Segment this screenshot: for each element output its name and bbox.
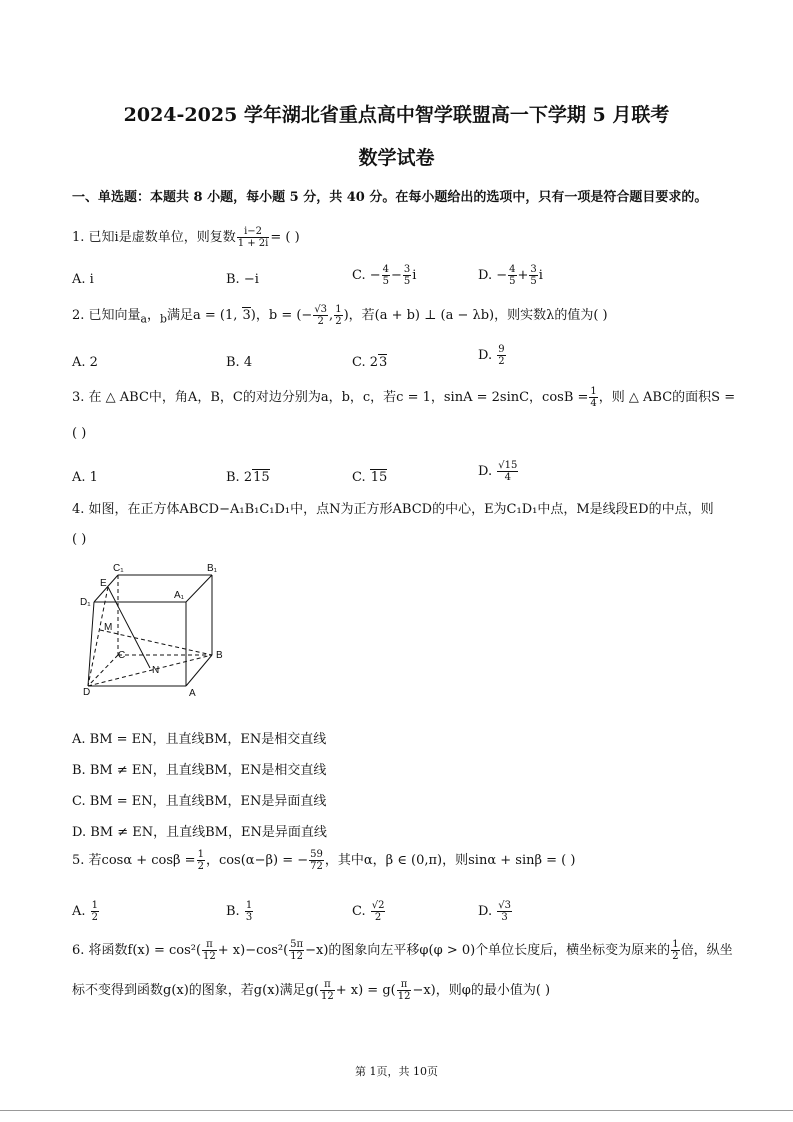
question-1-stem: 1. 已知i是虚数单位，则复数 $\frac{i-2}{1 + 2i}$ = ( ) [72,226,300,249]
question-2-option-c: C. 23 [352,355,388,370]
label-c: C [118,650,126,661]
question-5-stem: 5. 若cosα + cosβ = $\frac{1}{2}$ ，cos(α−β) = − $\frac{59}{72}$ ，其中α，β ∈ (0,π)，则sinα + sinβ = ( ) [72,849,576,872]
question-1-option-b: B. −i [226,272,259,287]
question-5-option-d: D. $\frac{√3}{3}$ [478,900,511,923]
question-5-option-c: C. $\frac{√2}{2}$ [352,900,385,923]
question-1-option-c: C. − $\frac{4}{5}$ − $\frac{3}{5}$ i [352,264,417,287]
question-2-option-d: D. $\frac{9}{2}$ [478,344,505,367]
segment-m-b-hidden [100,630,212,655]
diagonal-d-b-hidden [88,655,212,686]
question-4-option-b: B. BM ≠ EN，且直线BM，EN是相交直线 [72,763,327,778]
question-4-option-d: D. BM ≠ EN，且直线BM，EN是异面直线 [72,825,327,840]
question-4-option-c: C. BM = EN，且直线BM，EN是异面直线 [72,794,327,809]
question-3-stem: 3. 在 △ ABC中，角A，B，C的对边分别为a，b，c，若c = 1，sinA = 2sinC，cosB = $\frac{1}{4}$ ，则 △ ABC的面积S = [72,386,736,409]
question-3-blank: ( ) [72,426,87,441]
question-1-option-d: D. − $\frac{4}{5}$ + $\frac{3}{5}$ i [478,264,543,287]
exam-subtitle: 数学试卷 [358,147,435,169]
label-b1: B₁ [207,563,218,574]
label-n: N [152,665,160,676]
question-6-line-2: 标不变得到函数g(x)的图象，若g(x)满足g( $\frac{\pi}{12}$ + x) = g( $\frac{\pi}{12}$ −x)，则φ的最小值为( ) [72,979,551,1002]
edge-a1-b1 [186,575,212,602]
label-c1: C₁ [113,563,124,574]
label-a: A [189,688,196,699]
question-3-option-a: A. 1 [72,470,98,485]
label-d1: D₁ [80,597,91,608]
question-3-option-d: D. $\frac{√15}{4}$ [478,460,518,483]
exam-title: 2024-2025 学年湖北省重点高中智学联盟高一下学期 5 月联考 [123,104,670,126]
segment-e-n [108,587,150,668]
page-bottom-rule [0,1110,793,1111]
cube-figure [78,560,228,700]
question-4-blank: ( ) [72,532,87,547]
label-d: D [83,687,91,698]
question-4-option-a: A. BM = EN，且直线BM，EN是相交直线 [72,732,327,747]
question-3-option-c: C. 15 [352,470,388,485]
question-6-line-1: 6. 将函数f(x) = cos²( $\frac{\pi}{12}$ + x)−cos²( $\frac{5\pi}{12}$ −x)的图象向左平移φ(φ > 0)个单位长度后，横坐标变为原来的 $\frac{1}{2}$ 倍，纵坐 [72,939,733,962]
question-2-option-a: A. 2 [72,355,98,370]
edge-b-a [186,655,212,686]
question-4-stem: 4. 如图，在正方体ABCD−A₁B₁C₁D₁中，点N为正方形ABCD的中心，E为C₁D₁中点，M是线段ED的中点，则 [72,502,714,517]
edge-c-d-hidden [88,655,118,686]
label-a1: A₁ [174,590,185,601]
question-3-option-b: B. 215 [226,470,270,485]
label-e: E [100,578,107,589]
question-5-option-b: B. $\frac{1}{3}$ [226,900,253,923]
question-2-stem: 2. 已知向量$_a$，$_b$满足a = (1, 3)，b = (− $\frac{√3}{2}$ , $\frac{1}{2}$ )，若(a + b) ⊥ (a − λb)，则实数λ的值为( ) [72,304,608,327]
question-1-option-a: A. i [72,272,94,287]
question-1-fraction: $\frac{i-2}{1 + 2i}$ [237,226,269,249]
question-5-option-a: A. $\frac{1}{2}$ [72,900,99,923]
edge-d1-d [88,602,94,686]
page-number: 第 1页，共 10页 [355,1065,438,1078]
label-b: B [216,650,223,661]
question-2-option-b: B. 4 [226,355,253,370]
section-heading: 一、单选题：本题共 8 小题，每小题 5 分，共 40 分。在每小题给出的选项中，只有一项是符合题目要求的。 [72,190,708,205]
label-m: M [104,622,113,633]
